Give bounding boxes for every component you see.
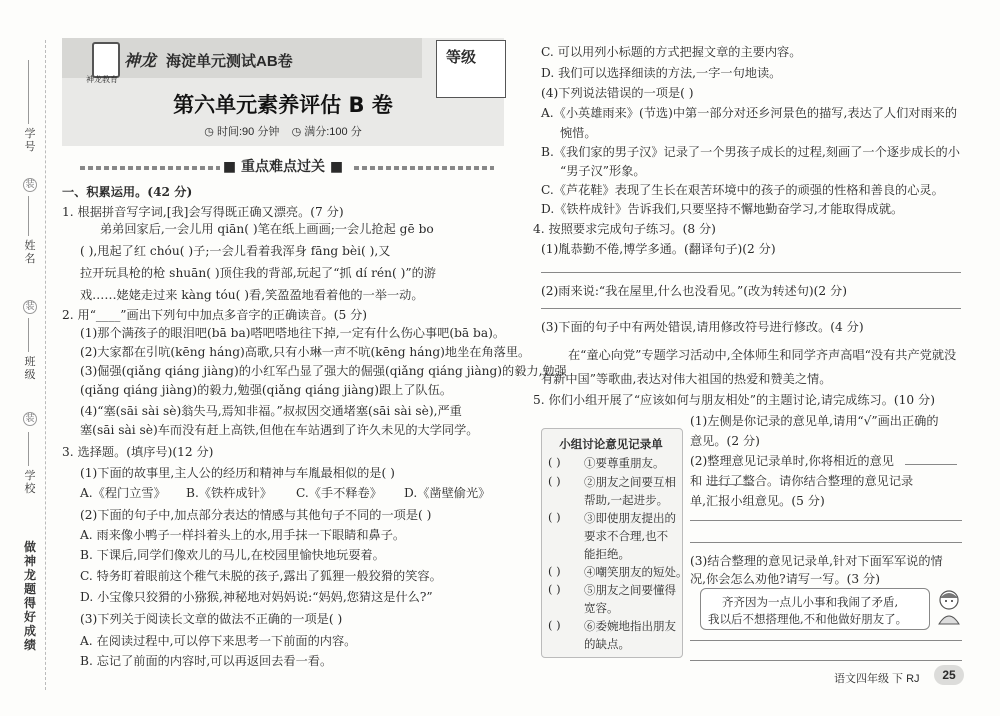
check-slot[interactable]: ( ): [548, 564, 561, 578]
bubble-text: 齐齐因为一点儿小事和我闹了矛盾,: [722, 595, 899, 609]
score-text: 满分:100 分: [304, 126, 362, 138]
grade-label: 等级: [446, 49, 477, 66]
card-item: 宽容。: [584, 601, 619, 615]
bubble-text: 我以后不想搭理他,不和他做好朋友了。: [708, 612, 908, 626]
name-label: 姓名: [24, 240, 36, 265]
q4-paragraph: 有新中国”等歌曲,表达对伟大祖国的热爱和赞美之情。: [541, 372, 832, 386]
boy-avatar-icon: [934, 588, 964, 626]
time-text: 时间:90 分钟: [216, 126, 280, 138]
school-label: 学校: [24, 470, 36, 495]
logo-icon: [92, 42, 120, 78]
q5-sub2: (2)整理意见记录单时,你将相近的意见: [690, 454, 894, 468]
card-item: ②朋友之间要互相: [584, 475, 676, 489]
answer-blank[interactable]: [706, 484, 754, 485]
check-slot[interactable]: ( ): [548, 455, 561, 469]
exam-meta: [62, 123, 504, 139]
q3-option: D. 我们可以选择细读的方法,一字一句地读。: [541, 66, 782, 80]
q3-option: A.《小英雄雨来》(节选)中第一部分对还乡河景色的描写,表达了人们对雨来的: [541, 106, 958, 120]
q4-paragraph: 在“童心向党”专题学习活动中,全体师生和同学齐声高唱“没有共产党就没: [568, 348, 957, 362]
q5-stem: 5. 你们小组开展了“应该如何与朋友相处”的主题讨论,请完成练习。(10 分): [533, 393, 935, 407]
check-slot[interactable]: ( ): [548, 618, 561, 632]
q3-option: B.《我们家的男子汉》记录了一个男孩子成长的过程,刻画了一个逐步成长的小: [541, 145, 960, 159]
card-item: ③即使朋友提出的: [584, 511, 676, 525]
answer-line[interactable]: [541, 308, 961, 309]
answer-line[interactable]: [690, 542, 962, 543]
q3-option-cont: “男子汉”形象。: [560, 164, 646, 178]
school-rule: [28, 432, 29, 466]
id-rule: [28, 60, 29, 124]
page-number: 25: [934, 665, 964, 685]
answer-line[interactable]: [690, 640, 962, 641]
binding-circle: 装: [23, 412, 37, 426]
q3-sub2: (2)下面的句子中,加点部分表达的情感与其他句子不同的一项是( ): [80, 508, 432, 522]
card-item: ⑤朋友之间要懂得: [584, 583, 676, 597]
check-slot[interactable]: ( ): [548, 582, 561, 596]
q4-sub3: (3)下面的句子中有两处错误,请用修改符号进行修改。(4 分): [541, 320, 864, 334]
q4-sub2: (2)雨来说:“我在屋里,什么也没看见。”(改为转述句)(2 分): [541, 284, 848, 298]
q1-stem: 1. 根据拼音写字词,[我]会写得既正确又漂亮。(7 分): [62, 205, 344, 219]
q4-sub1: (1)胤恭勤不倦,博学多通。(翻译句子)(2 分): [541, 242, 776, 256]
answer-line[interactable]: [541, 272, 961, 273]
q5-sub1: (1)左侧是你记录的意见单,请用“√”画出正确的: [690, 414, 939, 428]
q3-option: A. 在阅读过程中,可以停下来思考一下前面的内容。: [80, 634, 357, 648]
q3-option: C. 可以用列小标题的方式把握文章的主要内容。: [541, 45, 802, 59]
card-title: 小组讨论意见记录单: [559, 437, 663, 451]
q2-line: (qiǎng qiáng jiàng)的毅力,勉强(qiǎng qiáng jiàng)跟上了队伍。: [80, 383, 453, 397]
card-item: 的缺点。: [584, 637, 630, 651]
card-item: ①要尊重朋友。: [584, 456, 665, 470]
answer-blank[interactable]: [905, 464, 957, 465]
binding-circle: 装: [23, 300, 37, 314]
q1-line: 拉开玩具枪的枪 shuān( )顶住我的背部,玩起了“抓 dí rén( )”的游: [80, 266, 436, 280]
q2-stem: 2. 用“____”画出下列句中加点多音字的正确读音。(5 分): [62, 308, 368, 322]
binding-line: [45, 40, 46, 690]
brand-script: 神龙: [124, 51, 157, 70]
answer-line[interactable]: [690, 520, 962, 521]
name-rule: [28, 196, 29, 236]
q2-line: (1)那个满孩子的眼泪吧(bā ba)嗒吧嗒地往下掉,一定有什么伤心事吧(bā ba)。: [80, 326, 506, 340]
q2-line: 塞(sāi sài sè)车而没有赶上高铁,但他在车站遇到了许久未见的大学同学。: [80, 423, 479, 437]
q5-sub3: (3)结合整理的意见记录单,针对下面军军说的情: [690, 554, 943, 568]
answer-line[interactable]: [690, 660, 962, 661]
q3-option: A.《程门立雪》: [80, 486, 166, 500]
q3-stem: 3. 选择题。(填序号)(12 分): [62, 445, 214, 459]
q3-sub1: (1)下面的故事里,主人公的经历和精神与车胤最相似的是( ): [80, 466, 395, 480]
q3-option: C.《手不释卷》: [296, 486, 382, 500]
card-item: 帮助,一起进步。: [584, 493, 669, 507]
q3-option: D.《凿壁偷光》: [404, 486, 491, 500]
clock-icon: ◷: [204, 126, 214, 138]
brand-logo: 神龙教育: [86, 75, 118, 84]
q3-sub4: (4)下列说法错误的一项是( ): [541, 86, 694, 100]
card-item: 能拒绝。: [584, 547, 630, 561]
section-title: ■ 重点难点过关 ■: [222, 159, 344, 175]
class-rule: [28, 318, 29, 352]
q3-option: B. 下课后,同学们像欢儿的马儿,在校园里愉快地玩耍着。: [80, 548, 385, 562]
q3-option: C.《芦花鞋》表现了生长在艰苦环境中的孩子的顽强的性格和善良的心灵。: [541, 183, 944, 197]
binding-circle: 装: [23, 178, 37, 192]
q3-option: D.《铁杵成针》告诉我们,只要坚持不懈地勤奋学习,才能取得成就。: [541, 202, 904, 216]
q2-line: (2)大家都在引吭(kēng háng)高歌,只有小琳一声不吭(kēng háng)地坐在角落里。: [80, 345, 531, 359]
page-title: 第六单元素养评估 B 卷: [173, 93, 393, 117]
q5-sub2-cont: 单,汇报小组意见。(5 分): [690, 494, 825, 508]
q3-option: B. 忘记了前面的内容时,可以再返回去看一看。: [80, 654, 333, 668]
class-label: 班级: [24, 356, 36, 381]
q3-option: A. 雨来像小鸭子一样抖着头上的水,用手抹一下眼睛和鼻子。: [80, 528, 406, 542]
card-item: 要求不合理,也不: [584, 529, 669, 543]
id-label: 学号: [24, 128, 36, 153]
q5-sub3-cont: 况,你会怎么劝他?请写一写。(3 分): [690, 572, 880, 586]
q3-option-cont: 惋惜。: [560, 126, 597, 140]
q1-line: 戏……姥姥走过来 kàng tóu( )看,笑盈盈地看着他的一举一动。: [80, 288, 424, 302]
footer-label: 语文四年级 下 RJ: [834, 673, 920, 685]
q2-line: (4)“塞(sāi sài sè)翁失马,焉知非福。”叔叔因交通堵塞(sāi sài sè),严重: [80, 404, 462, 418]
q5-sub2-cont: 和 进行了整合。请你结合整理的意见记录: [690, 474, 914, 488]
slogan: 做神龙题 得好成绩: [23, 540, 36, 652]
check-slot[interactable]: ( ): [548, 510, 561, 524]
q5-sub1-cont: 意见。(2 分): [690, 434, 760, 448]
q3-option: B.《铁杵成针》: [186, 486, 272, 500]
q1-line: 弟弟回家后,一会儿用 qiān( )笔在纸上画画;一会儿抢起 gē bo: [100, 222, 434, 236]
q3-sub3: (3)下列关于阅读长文章的做法不正确的一项是( ): [80, 612, 343, 626]
score-icon: ◷: [291, 126, 302, 138]
card-item: ⑥委婉地指出朋友: [584, 619, 676, 633]
card-item: ④嘲笑朋友的短处。: [584, 565, 688, 579]
part1-heading: 一、积累运用。(42 分): [62, 185, 193, 199]
brand-text: 海淀单元测试AB卷: [166, 53, 293, 70]
check-slot[interactable]: ( ): [548, 474, 561, 488]
q2-line: (3)倔强(qiǎng qiáng jiàng)的小红军凸显了强大的倔强(qiǎng qiáng jiàng)的毅力,勉强: [80, 364, 567, 378]
q1-line: ( ),甩起了红 chóu( )子;一会儿看着我浑身 fāng bèi( ),又: [80, 244, 391, 258]
q4-stem: 4. 按照要求完成句子练习。(8 分): [533, 222, 716, 236]
q3-option: C. 特务盯着眼前这个稚气未脱的孩子,露出了狐狸一般狡猾的笑容。: [80, 569, 442, 583]
q3-option: D. 小宝像只狡猾的小猕猴,神秘地对妈妈说:“妈妈,您猜这是什么?”: [80, 590, 433, 604]
